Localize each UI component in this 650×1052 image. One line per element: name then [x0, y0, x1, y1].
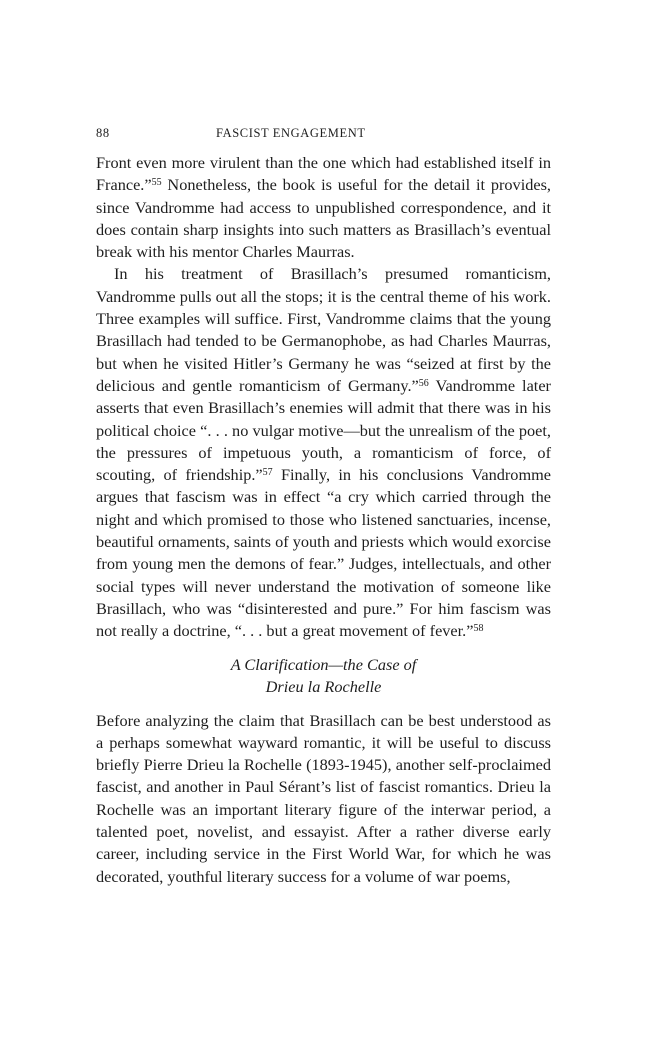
section-heading-line-2: Drieu la Rochelle — [265, 676, 382, 696]
book-page — [96, 122, 551, 888]
footnote-ref-56: 56 — [418, 377, 429, 389]
paragraph-2-text-3: Finally, in his conclusions Vandromme argues that fascism was in effect “a cry which carried through the night and which promised to those who listened sanctuaries, incense, beautiful ornaments, saints of youth and priests which would exorcise from young men the demons of fear.” Judges, intellectuals, and other social types will never understand the motivation of someone like Brasillach, who was “disinterested and pure.” For him fascism was not really a doctrine, “. . . but a great movement of fever.” — [96, 465, 551, 641]
page-number: 88 — [96, 126, 110, 140]
section-heading-line-1: A Clarification—the Case of — [230, 654, 417, 674]
paragraph-2-text-2: Vandromme later asserts that even Brasillach’s enemies will admit that there was in his political choice “. . . no vulgar motive—but the unrealism of the poet, the pressures of impetuous youth, a romanticism of force, of scouting, of friendship.” — [96, 375, 551, 485]
running-head-title: FASCIST ENGAGEMENT — [216, 126, 366, 140]
paragraph-3: Before analyzing the claim that Brasillach can be best understood as a perhaps somewhat wayward romantic, it will be useful to discuss briefly Pierre Drieu la Rochelle (1893-1945), another self-proclaimed fascist, and another in Paul Sérant’s list of fascist romantics. Drieu la Rochelle was an important literary figure of the interwar period, a talented poet, novelist, and essayist. After a rather diverse early career, including service in the First World War, for which he was decorated, youthful literary success for a volume of war poems, — [96, 710, 551, 886]
footnote-ref-55: 55 — [151, 177, 162, 189]
paragraph-2-text-1: In his treatment of Brasillach’s presumed romanticism, Vandromme pulls out all the stops; it is the central theme of his work. Three examples will suffice. First, Vandromme claims that the young Brasillach had tended to be Germanophobe, as had Charles Maurras, but when he visited Hitler’s Germany he was “seized at first by the delicious and gentle romanticism of Germany.” — [96, 264, 551, 395]
running-head — [96, 122, 551, 144]
paragraph-2 — [96, 263, 551, 642]
paragraph-1 — [96, 152, 551, 263]
footnote-ref-57: 57 — [262, 467, 273, 479]
paragraph-1-text-1: Front even more virulent than the one which had established itself in France.” — [96, 153, 551, 195]
paragraph-1-text-2: Nonetheless, the book is useful for the detail it provides, since Vandromme had access to unpublished correspondence, and it does contain sharp insights into such matters as Brasillach’s eventual break with his mentor Charles Maurras. — [96, 175, 551, 262]
section-heading — [96, 654, 551, 698]
footnote-ref-58: 58 — [473, 623, 484, 635]
